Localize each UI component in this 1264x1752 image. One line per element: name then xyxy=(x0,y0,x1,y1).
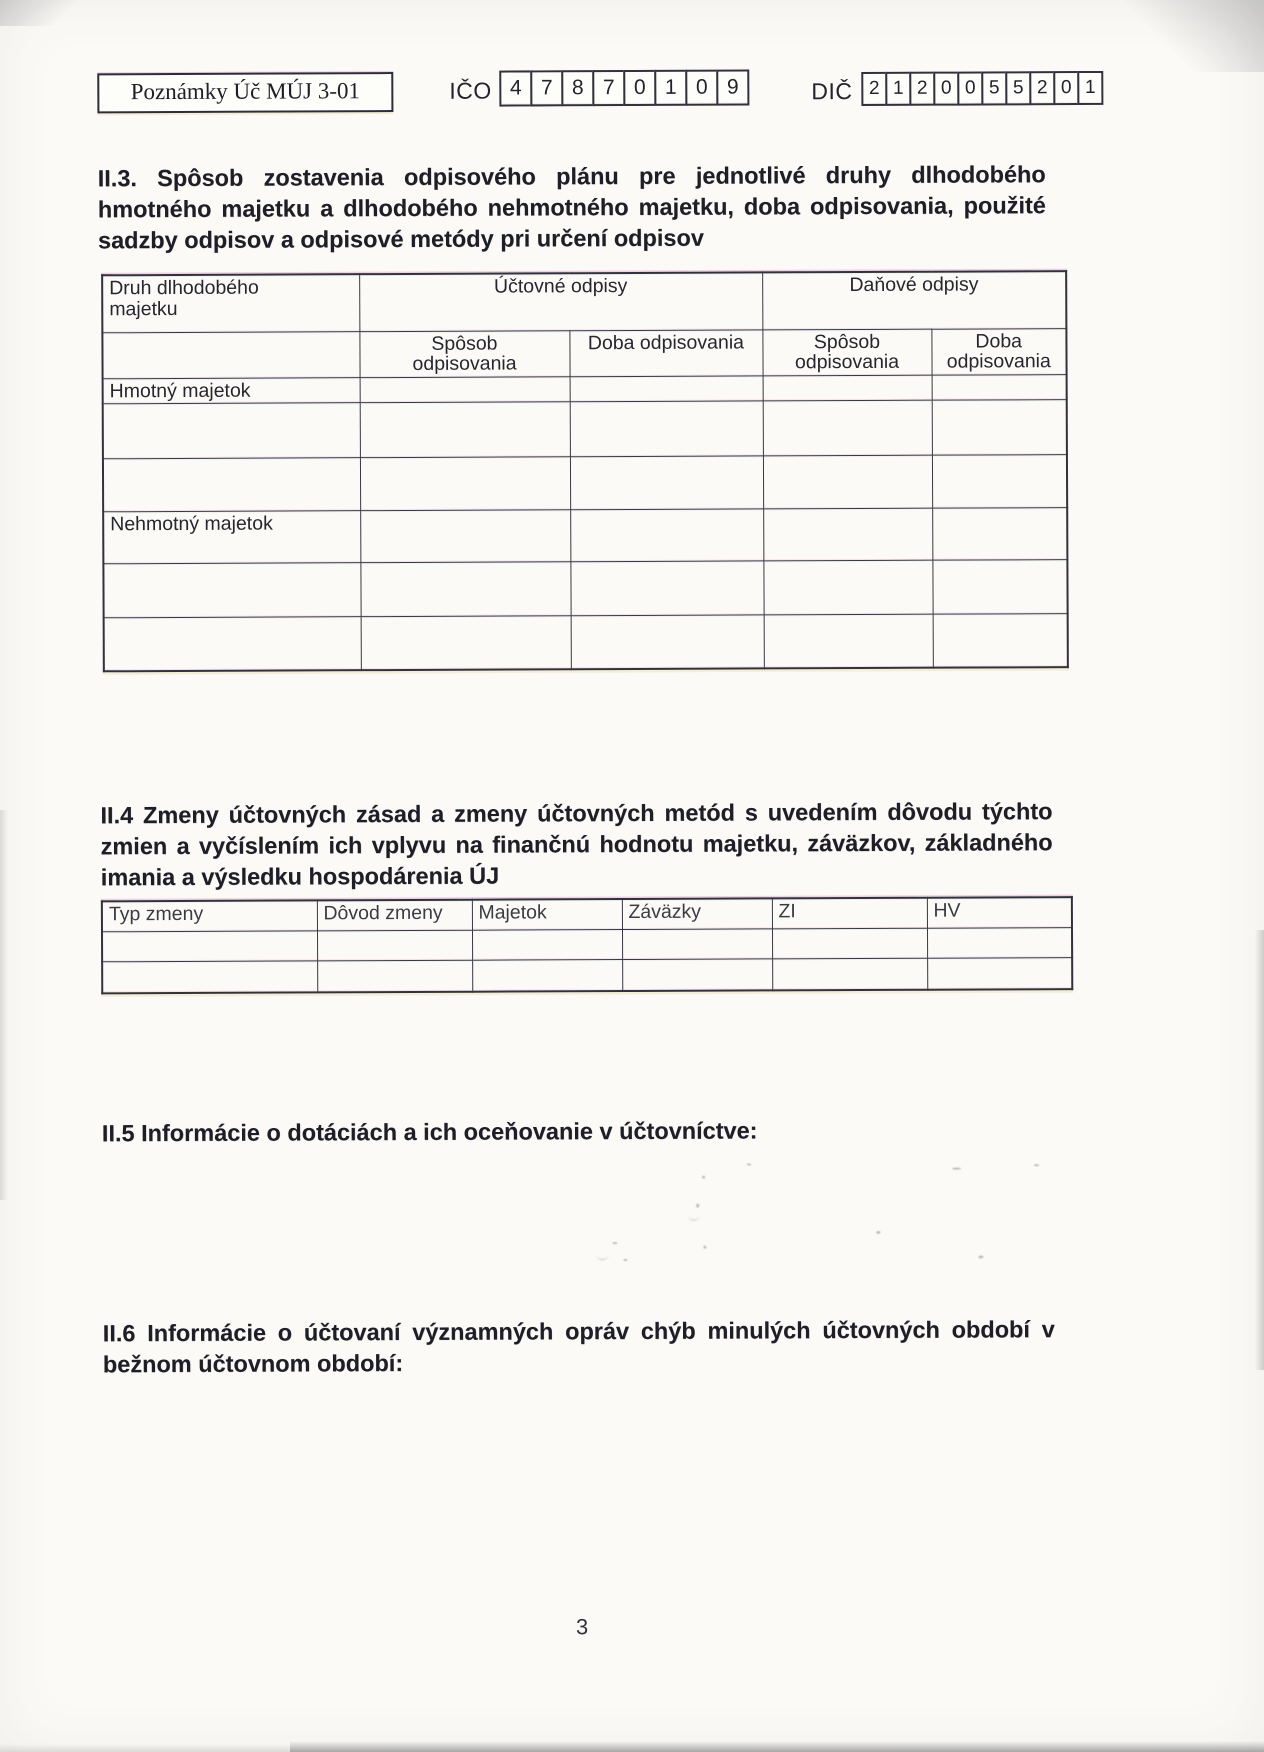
dic-digit: 5 xyxy=(1005,71,1031,105)
ico-digit: 7 xyxy=(592,70,625,106)
asset-type-header: Druh dlhodobého majetku xyxy=(109,276,259,320)
section-ii3-heading: II.3. Spôsob zostavenia odpisového plánu pre jednotlivé druhy dlhodobého hmotného majetku a dlhodobého nehmotného majetku, doba odpisovania, použité sadzby odpisov a odpisové metódy pri určení odpisov xyxy=(97,161,1046,254)
form-code-label: Poznámky Úč MÚJ 3-01 xyxy=(130,78,361,105)
subheader-period-tax: Doba odpisovania xyxy=(931,328,1066,375)
subheader-period-accounting: Doba odpisovania xyxy=(569,329,762,376)
tax-depreciation-header: Daňové odpisy xyxy=(762,271,1066,329)
changes-header-reason: Dôvod zmeny xyxy=(317,900,472,931)
section-ii6-heading: II.6 Informácie o účtovaní významných opráv chýb minulých účtovných období v bežnom účtovnom období: xyxy=(102,1316,1055,1378)
ico-digit: 1 xyxy=(654,70,687,106)
dic-digit: 0 xyxy=(933,72,959,106)
dic-label: DIČ xyxy=(811,78,853,105)
row-label-intangible-assets: Nehmotný majetok xyxy=(103,511,360,564)
ico-digit: 9 xyxy=(716,69,749,105)
dic-digit: 2 xyxy=(1029,71,1055,105)
changes-header-type: Typ zmeny xyxy=(102,900,317,931)
dic-digit: 5 xyxy=(981,71,1007,105)
dic-digit: 2 xyxy=(861,72,887,106)
ico-digit: 0 xyxy=(623,70,656,106)
row-label-tangible-assets: Hmotný majetok xyxy=(103,377,360,404)
subheader-method-tax: Spôsob odpisovania xyxy=(762,329,931,376)
dic-digit: 1 xyxy=(1077,71,1103,105)
subheader-text: Spôsob odpisovania xyxy=(412,332,517,375)
ico-digit: 8 xyxy=(561,70,594,106)
section-ii4-heading: II.4 Zmeny účtovných zásad a zmeny účtovných metód s uvedením dôvodu týchto zmien a vyčíslením ich vplyvu na finančnú hodnotu majetku, záväzkov, základného imania a výsledku hospodárenia ÚJ xyxy=(100,798,1053,891)
accounting-depreciation-header: Účtovné odpisy xyxy=(359,272,762,331)
changes-header-assets: Majetok xyxy=(472,899,622,930)
ico-label: IČO xyxy=(449,77,492,104)
dic-digit: 2 xyxy=(909,72,935,106)
section-ii5-heading: II.5 Informácie o dotáciách a ich oceňovanie v účtovníctve: xyxy=(101,1117,758,1147)
dic-digit: 0 xyxy=(957,71,983,105)
ico-digit: 4 xyxy=(499,70,532,106)
page-number: 3 xyxy=(575,1614,589,1640)
changes-header-zi: ZI xyxy=(772,898,927,929)
dic-digit: 0 xyxy=(1053,71,1079,105)
ico-digit: 0 xyxy=(685,70,718,106)
ico-digit: 7 xyxy=(530,70,563,106)
changes-header-hv: HV xyxy=(927,897,1072,928)
changes-header-liabilities: Záväzky xyxy=(622,898,772,929)
dic-digit: 1 xyxy=(885,72,911,106)
